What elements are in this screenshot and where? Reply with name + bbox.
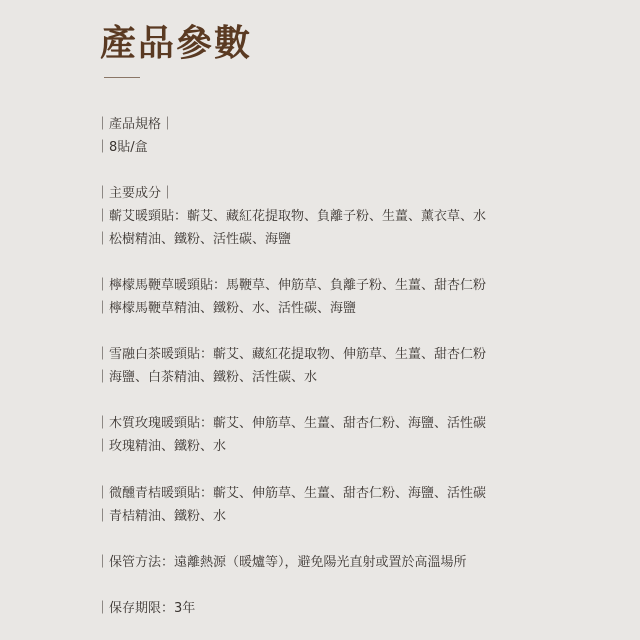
spec-heading: ｜產品規格｜ bbox=[96, 117, 175, 132]
spec-value: ｜8貼/盒 bbox=[96, 140, 148, 155]
ingredient-line: ｜微醺青桔暖頸貼：蘄艾、伸筋草、生薑、甜杏仁粉、海鹽、活性碳 bbox=[96, 486, 487, 501]
ingredient-line: ｜檸檬馬鞭草精油、鐵粉、水、活性碳、海鹽 bbox=[96, 301, 357, 316]
ingredient-line: ｜玫瑰精油、鐵粉、水 bbox=[96, 439, 227, 454]
storage-method: ｜保管方法：遠離熱源（暖爐等），避免陽光直射或置於高溫場所 bbox=[96, 555, 467, 570]
ingredient-line: ｜青桔精油、鐵粉、水 bbox=[96, 509, 227, 524]
ingredient-line: ｜蘄艾暖頸貼：蘄艾、藏紅花提取物、負離子粉、生薑、薰衣草、水 bbox=[96, 209, 487, 224]
ingredient-line: ｜松樹精油、鐵粉、活性碳、海鹽 bbox=[96, 232, 292, 247]
ingredients-heading: ｜主要成分｜ bbox=[96, 186, 175, 201]
title-underline bbox=[104, 77, 140, 78]
page-title: 產品參數 bbox=[100, 23, 253, 64]
ingredient-line: ｜海鹽、白茶精油、鐵粉、活性碳、水 bbox=[96, 370, 318, 385]
shelf-life: ｜保存期限：3年 bbox=[96, 601, 196, 616]
ingredient-line: ｜檸檬馬鞭草暖頸貼：馬鞭草、伸筋草、負離子粉、生薑、甜杏仁粉 bbox=[96, 278, 487, 293]
ingredient-line: ｜木質玫瑰暖頸貼：蘄艾、伸筋草、生薑、甜杏仁粉、海鹽、活性碳 bbox=[96, 416, 487, 431]
ingredient-line: ｜雪融白茶暖頸貼：蘄艾、藏紅花提取物、伸筋草、生薑、甜杏仁粉 bbox=[96, 347, 487, 362]
